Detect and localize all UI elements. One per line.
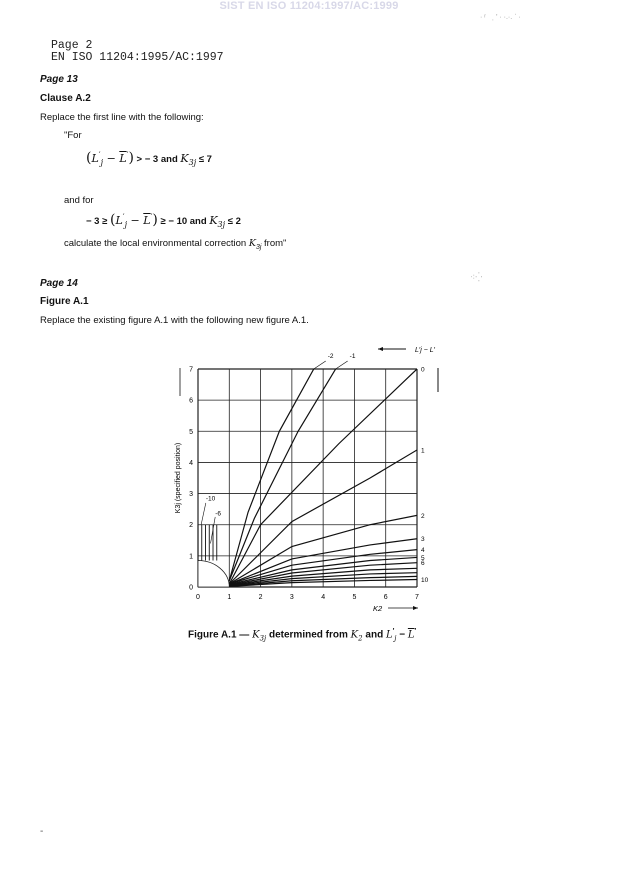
y-tick-label-4: 4 (189, 459, 193, 467)
label-leader--1 (336, 361, 348, 369)
formula-2: − $3 \ge (L'_j - \overline{L}')$ ≥ − 10 and $K_{3j} \le 2$ (86, 212, 241, 230)
x-tick-label-7: 7 (415, 594, 419, 601)
curve--1 (229, 369, 335, 581)
formula-1: $(L'_j - \overline{L}')$ > − 3 and $K_{3j} \le 7$ (86, 150, 212, 168)
inset-label--6: -6 (215, 510, 221, 518)
watermark: SIST EN ISO 11204:1997/AC:1999 (219, 0, 399, 12)
y-tick-label-6: 6 (189, 397, 193, 405)
clause-heading: Clause A.2 (40, 93, 91, 104)
chart-grid (198, 369, 417, 587)
scan-noise-2: ⁖⁛ (470, 272, 483, 282)
x-axis-label: K2 (373, 604, 383, 613)
y-tick-label-1: 1 (189, 553, 193, 561)
page-ref-13: Page 13 (40, 74, 78, 85)
curve-label-10: 10 (421, 577, 429, 585)
y-tick-label-5: 5 (189, 428, 193, 436)
x-tick-label-4: 4 (321, 594, 326, 601)
y-tick-label-2: 2 (189, 522, 193, 530)
inset-label--10: -10 (205, 495, 216, 503)
quote-open: "For (64, 130, 82, 141)
page-ref-14: Page 14 (40, 278, 78, 289)
curve-label-5: 5 (421, 554, 425, 562)
instruction-1: Replace the first line with the following: (40, 112, 204, 123)
y-tick-label-3: 3 (189, 491, 193, 499)
instruction-2: Replace the existing figure A.1 with the following new figure A.1. (40, 315, 309, 326)
legend-arrow-head (378, 347, 383, 351)
x-arrow-head (413, 606, 418, 610)
and-for: and for (64, 195, 94, 206)
page-number-line: Page 2 (51, 39, 93, 52)
curve-label-6: 6 (421, 560, 425, 568)
figure-heading: Figure A.1 (40, 296, 89, 307)
chart-ticks (189, 367, 419, 602)
curve-label-2: 2 (421, 512, 425, 520)
x-tick-label-0: 0 (196, 594, 200, 601)
x-tick-label-1: 1 (227, 594, 232, 601)
curve-label--2: -2 (327, 353, 334, 360)
x-tick-label-6: 6 (383, 594, 388, 601)
figure-a1-chart (160, 338, 460, 618)
x-tick-label-5: 5 (352, 594, 357, 601)
figure-caption: Figure A.1 — $K_{3j}$ determined from $K_2$ and $L'_j - \overline{L}'$ (188, 628, 417, 643)
x-tick-label-2: 2 (258, 594, 263, 601)
curve-label-4: 4 (421, 547, 425, 555)
curve-label-3: 3 (421, 536, 425, 544)
scan-noise: · ʳ ˌ ' · ·.·. ˈ · (480, 14, 521, 21)
scan-mark: - (40, 826, 44, 837)
legend-title: L′j − L′ (415, 347, 435, 354)
y-tick-label-0: 0 (189, 584, 193, 592)
x-tick-label-3: 3 (289, 594, 294, 601)
curve-label--1: -1 (349, 353, 356, 360)
y-axis-label: K3j (specified position) (175, 442, 182, 514)
inset-leader-1 (201, 503, 206, 525)
label-leader--2 (314, 361, 326, 369)
curve-label-1: 1 (421, 447, 425, 455)
curve-label-0: 0 (421, 366, 425, 374)
inset-arc (198, 561, 229, 587)
calc-line: calculate the local environmental correction $K_{3j}$ from" (64, 238, 287, 251)
standard-line: EN ISO 11204:1995/AC:1997 (51, 51, 224, 64)
y-tick-label-7: 7 (189, 366, 193, 374)
